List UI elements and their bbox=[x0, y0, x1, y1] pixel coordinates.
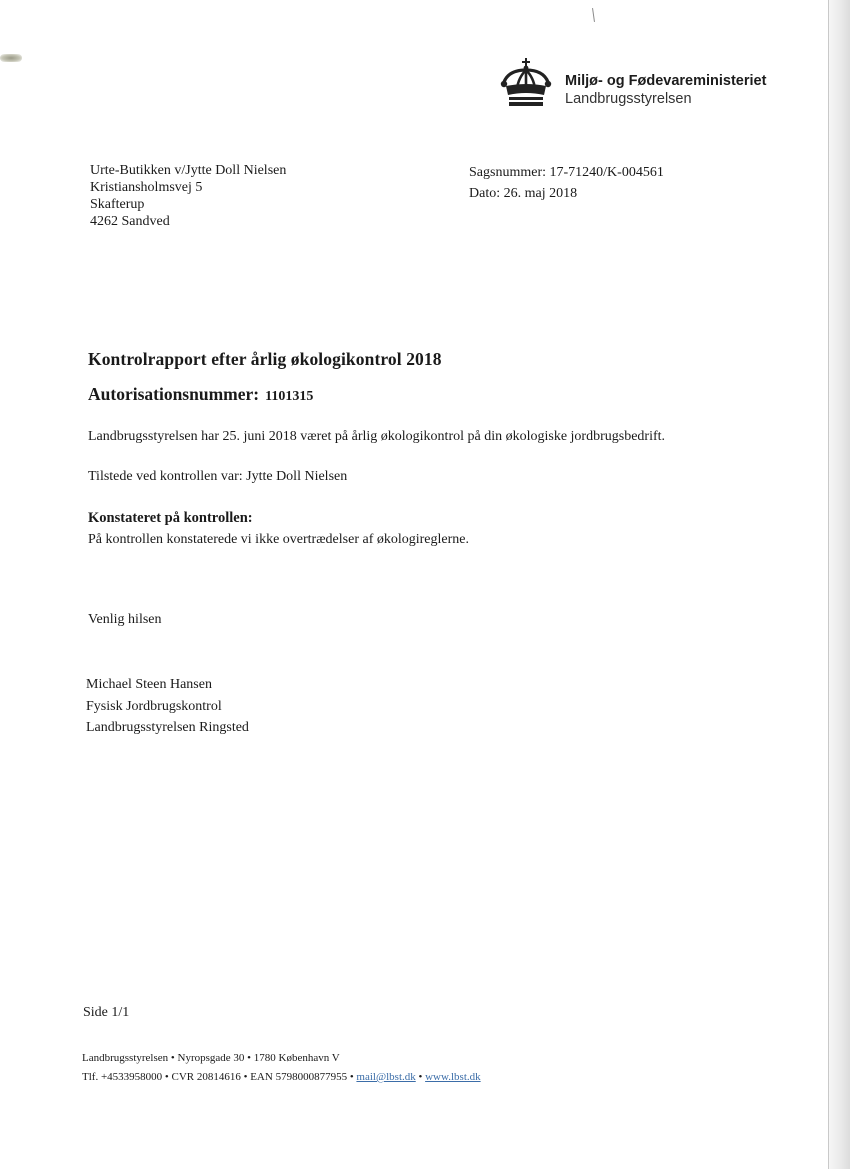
scan-edge-line bbox=[828, 0, 829, 1169]
footer-contact-line bbox=[82, 1068, 481, 1087]
authorization-label: Autorisationsnummer: bbox=[88, 384, 260, 404]
case-info bbox=[469, 162, 664, 204]
ministry-name: Miljø- og Fødevareministeriet bbox=[565, 73, 767, 89]
footer-separator: • bbox=[415, 1071, 426, 1083]
case-number: Sagsnummer: 17-71240/K-004561 bbox=[469, 165, 664, 180]
attendance-paragraph: Tilstede ved kontrollen var: Jytte Doll Nielsen bbox=[88, 469, 348, 484]
scan-edge bbox=[828, 0, 850, 1169]
footer-address: Landbrugsstyrelsen • Nyropsgade 30 • 1780 København V bbox=[82, 1052, 340, 1064]
greeting: Venlig hilsen bbox=[88, 612, 162, 627]
authorization-line bbox=[88, 384, 313, 405]
recipient-name: Urte-Butikken v/Jytte Doll Nielsen bbox=[90, 163, 287, 178]
footer-contact: Tlf. +4533958000 • CVR 20814616 • EAN 5798000877955 • bbox=[82, 1071, 357, 1083]
recipient-street: Kristiansholmsvej 5 bbox=[90, 180, 203, 195]
recipient-locality: Skafterup bbox=[90, 197, 145, 212]
recipient-address bbox=[90, 162, 286, 230]
findings-heading: Konstateret på kontrollen: bbox=[88, 510, 253, 526]
signature-block bbox=[86, 674, 249, 739]
website-link[interactable]: www.lbst.dk bbox=[425, 1071, 481, 1083]
agency-name: Landbrugsstyrelsen bbox=[565, 91, 692, 107]
crown-icon bbox=[500, 58, 552, 108]
signer-name: Michael Steen Hansen bbox=[86, 677, 212, 692]
signer-unit: Fysisk Jordbrugskontrol bbox=[86, 698, 222, 714]
report-title: Kontrolrapport efter årlig økologikontrol 2018 bbox=[88, 349, 442, 369]
signer-office: Landbrugsstyrelsen Ringsted bbox=[86, 720, 249, 735]
footer bbox=[82, 1049, 481, 1087]
scan-speck bbox=[0, 54, 22, 62]
ministry-logo bbox=[500, 58, 790, 110]
page-number: Side 1/1 bbox=[83, 1005, 130, 1020]
findings-text: På kontrollen konstaterede vi ikke overtrædelser af økologireglerne. bbox=[88, 532, 469, 547]
authorization-number: 1101315 bbox=[265, 389, 314, 404]
case-date: Dato: 26. maj 2018 bbox=[469, 186, 578, 201]
email-link[interactable]: mail@lbst.dk bbox=[356, 1071, 416, 1083]
recipient-postal: 4262 Sandved bbox=[90, 214, 170, 229]
scan-mark bbox=[592, 8, 595, 22]
intro-paragraph: Landbrugsstyrelsen har 25. juni 2018 været på årlig økologikontrol på din økologiske jordbrugsbedrift. bbox=[88, 429, 666, 444]
